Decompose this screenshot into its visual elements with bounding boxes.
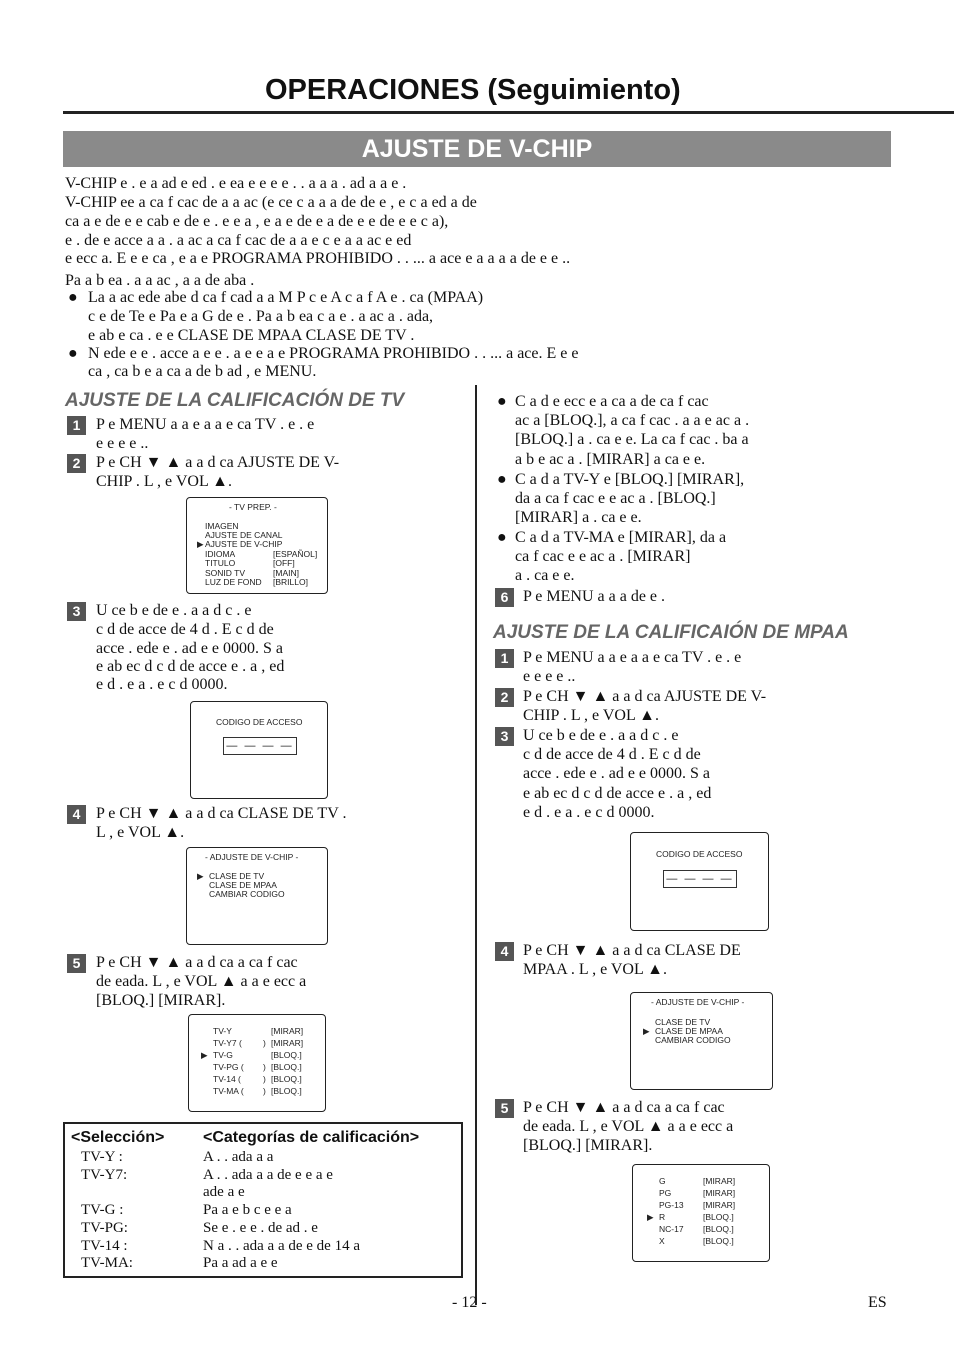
mpaa-step-3-line-3: acce . ede e . ad e e 0000. S a [523,765,711,782]
rating-paren: ) [263,1074,266,1084]
tv-rating-menu-screen [188,1014,326,1112]
step-6-text: P e MENU a a a de e . [523,588,666,605]
rating-value: [MIRAR] [271,1026,304,1036]
tv-section-heading: AJUSTE DE LA CALIFICACIÓN DE TV [65,390,405,411]
step-number: 1 [495,649,514,668]
tv-step-1-line-1: P e MENU a a e a a e ca TV . e . e [96,416,315,433]
cursor-arrow-icon: ▶ [197,871,204,881]
tv-step-3-line-3: acce . ede e . ad e e 0000. S a [96,640,284,657]
step-number: 5 [495,1099,514,1118]
section-title: AJUSTE DE V-CHIP [361,135,593,163]
rating-value: [BLOQ.] [271,1074,302,1084]
tv-step-3-line-1: U ce b e de e . a a d c . e [96,602,252,619]
table-row-desc: A . . ada a a de e e a e [203,1167,333,1183]
rating-name: PG-13 [659,1200,684,1210]
bullet-dot: ● [68,289,78,306]
table-row-desc: Pa a ad a e e [203,1255,278,1271]
menu-item-ajuste-canal: AJUSTE DE CANAL [205,530,283,540]
menu-header: - ADJUSTE DE V-CHIP - [205,852,299,862]
right-bullet-1-line-1: C a d e ecc e a ca a de ca f cac [515,393,709,410]
mpaa-step-5-line-2: de eada. L , e VOL ▲ a a e ecc a [523,1118,734,1135]
vchip-menu-screen [186,847,328,945]
right-bullet-2-line-1: C a d a TV-Y e [BLOQ.] [MIRAR], [515,471,745,488]
rating-value: [BLOQ.] [703,1236,734,1246]
step-number: 3 [67,602,86,621]
table-row-sel: TV-Y : [81,1149,123,1165]
tv-step-4-line-2: L , e VOL ▲. [96,824,185,841]
table-row-sel: TV-Y7: [81,1167,128,1183]
table-row-sel: TV-PG: [81,1220,128,1236]
menu-value-luz: [BRILLO] [273,577,308,587]
tv-step-5-line-2: de eada. L , e VOL ▲ a a e ecc a [96,973,307,990]
rating-name: TV-MA ( [213,1086,244,1096]
mpaa-step-3-line-5: e d . e a . e c d 0000. [523,804,655,821]
menu-item-ajuste-vchip: AJUSTE DE V-CHIP [205,539,283,549]
step-number: 1 [67,416,86,435]
rating-value: [MIRAR] [703,1200,736,1210]
menu-value-titulo: [OFF] [273,558,295,568]
access-code-screen [190,701,328,799]
rating-categories-table [63,1122,463,1278]
table-header-categories: <Categorías de calificación> [203,1129,420,1146]
bullet-dot: ● [497,471,507,488]
menu-header: - ADJUSTE DE V-CHIP - [651,997,745,1007]
rating-value: [BLOQ.] [271,1062,302,1072]
rating-name: NC-17 [659,1224,684,1234]
tv-step-1-line-2: e e e e .. [96,435,149,452]
intro-bullet-1-line-1: La a ac ede abe d ca f cad a a M P c e A c a f A e . ca (MPAA) [88,289,484,306]
rating-value: [MIRAR] [271,1038,304,1048]
bullet-dot: ● [68,345,78,362]
menu-item-luz: LUZ DE FOND [205,577,262,587]
table-header-selection: <Selección> [71,1129,165,1146]
step-number: 2 [495,688,514,707]
column-divider [475,385,477,1305]
intro-bullet-2-line-2: ca , ca b e a ca a de b ad , e MENU. [88,363,317,380]
cursor-arrow-icon: ▶ [647,1212,654,1222]
code-label: CODIGO DE ACCESO [216,717,303,727]
rating-paren: ) [263,1062,266,1072]
rating-name: X [659,1236,665,1246]
menu-value-idioma: [ESPAÑOL] [273,549,318,559]
intro-line-1: V-CHIP e . e a ad e ed . e ea e e e e . . a a a . ad a a e . [65,175,407,192]
intro-line-2: V-CHIP ee a ca f cac de a a ac (e ce c a a a de de e , e c a ed a de [65,194,477,211]
mpaa-step-3-line-1: U ce b e de e . a a d c . e [523,727,679,744]
intro-bullet-1-line-2: c e de Te e Pa e a G de e . Pa a b ea c a e . a ac a . ada, [88,308,434,325]
mpaa-step-1-line-2: e e e e .. [523,668,576,685]
intro-line-4: e . de e acce a a . a ac a ca f cac de a a e c e a a ac e ed [65,232,412,249]
step-number: 4 [67,805,86,824]
mpaa-step-2-line-1: P e CH ▼ ▲ a a d ca AJUSTE DE V- [523,688,767,705]
step-number: 4 [495,942,514,961]
menu-item-clase-tv: CLASE DE TV [655,1017,711,1027]
rating-name: TV-PG ( [213,1062,244,1072]
rating-name: TV-Y7 ( [213,1038,242,1048]
right-bullet-1-line-2: ac a [BLOQ.], a ca f cac . a a e ac a . [515,412,750,429]
table-row-sel: TV-14 : [81,1238,128,1254]
rating-value: [BLOQ.] [271,1086,302,1096]
rating-value: [MIRAR] [703,1188,736,1198]
mpaa-step-2-line-2: CHIP . L , e VOL ▲. [523,707,659,724]
mpaa-rating-menu-screen [632,1164,770,1262]
step-number: 6 [495,588,514,607]
bullet-dot: ● [497,529,507,546]
tv-step-2-line-1: P e CH ▼ ▲ a a d ca AJUSTE DE V- [96,454,340,471]
mpaa-step-3-line-2: c d de acce de 4 d . E c d de [523,746,701,763]
mpaa-access-code-screen [630,832,769,931]
cursor-arrow-icon: ▶ [197,539,204,549]
right-bullet-1-line-4: a b e ac a . [MIRAR] a ca e e. [515,451,706,468]
intro-line-5: e ecc a. E e e ca , e a e PROGRAMA PROHIBIDO . . ... a ace e a a a a de e e .. [65,250,571,267]
menu-item-titulo: TITULO [205,558,236,568]
intro-line-3: ca a e de e e cab e de e . e e a , e a e de e a de e e de e e c a), [65,213,449,230]
code-entry-field[interactable]: — — — — [223,737,297,755]
menu-item-imagen: IMAGEN [205,521,239,531]
mpaa-step-4-line-1: P e CH ▼ ▲ a a d ca CLASE DE [523,942,741,959]
cursor-arrow-icon: ▶ [643,1026,650,1036]
menu-item-sonid: SONID TV [205,568,245,578]
mpaa-step-3-line-4: e ab ec d c d de acce e . a , ed [523,785,712,802]
table-row-sel: TV-MA: [81,1255,133,1271]
page-title: OPERACIONES (Seguimiento) [265,74,681,106]
intro-line-6: Pa a b ea . a a ac , a a de aba . [65,272,255,289]
menu-item-idioma: IDIOMA [205,549,236,559]
rating-value: [MIRAR] [703,1176,736,1186]
mpaa-vchip-menu-screen [630,992,773,1090]
code-label: CODIGO DE ACCESO [656,849,743,859]
tv-step-5-line-3: [BLOQ.] [MIRAR]. [96,992,226,1009]
rating-name: G [659,1176,666,1186]
tv-step-5-line-1: P e CH ▼ ▲ a a d ca a ca f cac [96,954,298,971]
rating-value: [BLOQ.] [271,1050,302,1060]
rating-name: TV-G [213,1050,233,1060]
table-row-desc: A . . ada a a [203,1149,274,1165]
table-row-sel: TV-G : [81,1202,124,1218]
tv-step-2-line-2: CHIP . L , e VOL ▲. [96,473,232,490]
right-bullet-1-line-3: [BLOQ.] a . ca e e. La ca f cac . ba a [515,431,749,448]
menu-item-clase-mpaa: CLASE DE MPAA [655,1026,723,1036]
intro-bullet-1-line-3: e ab e ca . e e CLASE DE MPAA CLASE DE TV . [88,327,415,344]
page-number: - 12 - [452,1294,487,1311]
rating-value: [BLOQ.] [703,1224,734,1234]
menu-item-cambiar-codigo: CAMBIAR CODIGO [209,889,285,899]
right-bullet-3-line-2: ca f cac e e ac a . [MIRAR] [515,548,691,565]
bullet-dot: ● [497,393,507,410]
rating-value: [BLOQ.] [703,1212,734,1222]
tv-step-3-line-2: c d de acce de 4 d . E c d de [96,621,274,638]
menu-value-sonid: [MAIN] [273,568,299,578]
mpaa-step-4-line-2: MPAA . L , e VOL ▲. [523,961,667,978]
menu-item-cambiar-codigo: CAMBIAR CODIGO [655,1035,731,1045]
table-row-desc: Pa a e b c e e a [203,1202,292,1218]
tv-step-4-line-1: P e CH ▼ ▲ a a d ca CLASE DE TV . [96,805,347,822]
language-code: ES [868,1294,887,1311]
menu-item-clase-tv: CLASE DE TV [209,871,265,881]
intro-bullet-2-line-1: N ede e e . acce a e e . a e e a e PROGRAMA PROHIBIDO . . ... a ace. E e e [88,345,579,362]
menu-header: - TV PREP. - [229,502,277,512]
step-number: 5 [67,954,86,973]
title-rule [63,111,954,114]
step-number: 2 [67,454,86,473]
right-bullet-2-line-2: da a ca f cac e e ac a . [BLOQ.] [515,490,716,507]
rating-paren: ) [263,1038,266,1048]
tv-prep-menu-screen [186,497,328,594]
rating-name: R [659,1212,666,1222]
tv-step-3-line-5: e d . e a . e c d 0000. [96,676,228,693]
rating-name: TV-14 ( [213,1074,241,1084]
mpaa-step-5-line-3: [BLOQ.] [MIRAR]. [523,1137,653,1154]
mpaa-step-1-line-1: P e MENU a a e a a e ca TV . e . e [523,649,742,666]
table-row-desc: N a . . ada a a de e de 14 a [203,1238,361,1254]
rating-paren: ) [263,1086,266,1096]
menu-item-clase-mpaa: CLASE DE MPAA [209,880,277,890]
right-bullet-3-line-1: C a d a TV-MA e [MIRAR], da a [515,529,727,546]
right-bullet-3-line-3: a . ca e e. [515,567,575,584]
rating-name: TV-Y [213,1026,232,1036]
table-row-desc: ade a e [203,1184,245,1200]
rating-name: PG [659,1188,672,1198]
tv-step-3-line-4: e ab ec d c d de acce e . a , ed [96,658,285,675]
code-entry-field[interactable]: — — — — [663,870,737,888]
cursor-arrow-icon: ▶ [201,1050,208,1060]
step-number: 3 [495,727,514,746]
right-bullet-2-line-3: [MIRAR] a . ca e e. [515,509,642,526]
mpaa-step-5-line-1: P e CH ▼ ▲ a a d ca a ca f cac [523,1099,725,1116]
table-row-desc: Se e . e e . de ad . e [203,1220,318,1236]
mpaa-section-heading: AJUSTE DE LA CALIFICAIÓN DE MPAA [493,622,849,643]
